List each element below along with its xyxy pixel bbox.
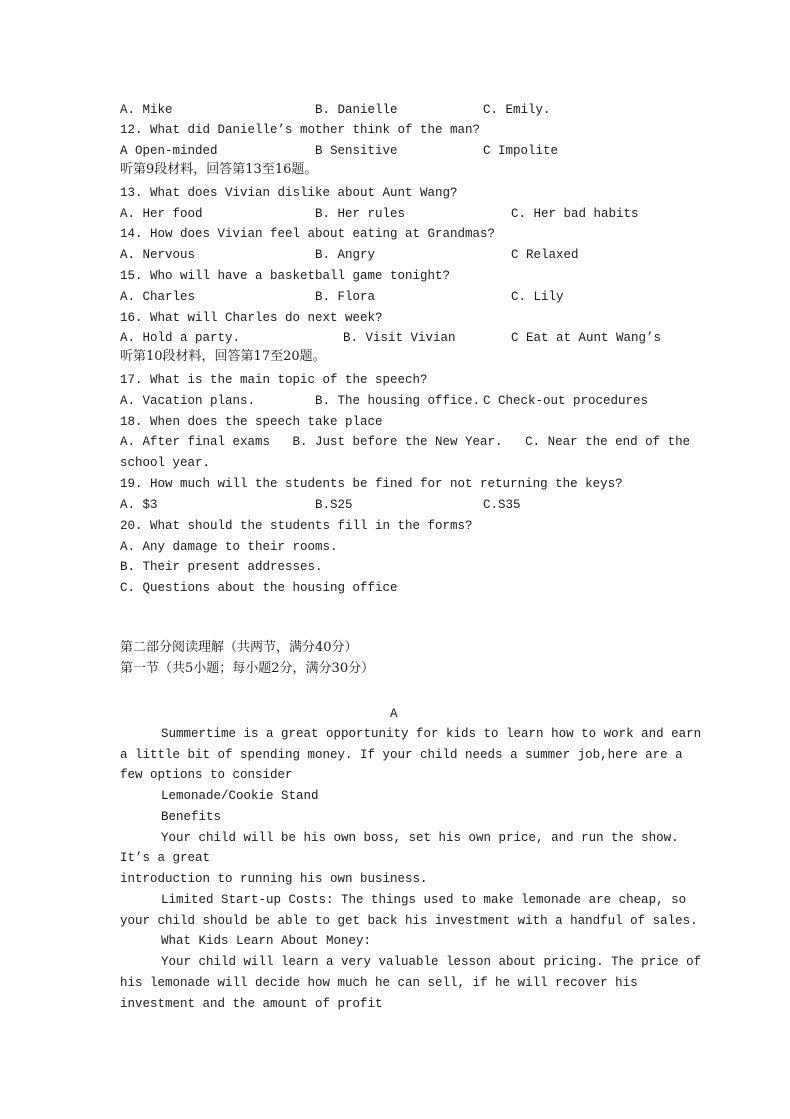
passage-line: few options to consider xyxy=(120,768,293,782)
passage-line: a little bit of spending money. If your child needs a summer job,here are a xyxy=(120,748,683,762)
passage-title: A xyxy=(390,707,398,721)
section-10-heading: 听第10段材料，回答第17至20题。 xyxy=(120,349,326,364)
q16-question: 16. What will Charles do next week? xyxy=(120,311,383,325)
q15-option-a: A. Charles xyxy=(120,290,196,304)
q14-option-c: C Relaxed xyxy=(511,248,579,262)
q14-option-a: A. Nervous xyxy=(120,248,196,262)
q15-option-c: C. Lily xyxy=(511,290,564,304)
passage-subheading: Lemonade/Cookie Stand xyxy=(161,789,319,803)
q16-option-a: A. Hold a party. xyxy=(120,331,241,345)
q15-question: 15. Who will have a basketball game tonight? xyxy=(120,269,451,283)
q13-option-b: B. Her rules xyxy=(315,207,406,221)
q20-option-a: A. Any damage to their rooms. xyxy=(120,540,338,554)
passage-line: Your child will be his own boss, set his own price, and run the show. xyxy=(161,831,679,845)
q13-option-c: C. Her bad habits xyxy=(511,207,639,221)
q19-option-c: C.S35 xyxy=(483,498,521,512)
q17-option-a: A. Vacation plans. xyxy=(120,394,256,408)
q18-question: 18. When does the speech take place xyxy=(120,415,383,429)
q15-option-b: B. Flora xyxy=(315,290,376,304)
passage-line: It’s a great xyxy=(120,851,211,865)
q20-option-b: B. Their present addresses. xyxy=(120,560,323,574)
section-9-heading: 听第9段材料，回答第13至16题。 xyxy=(120,162,318,177)
q17-option-b: B. The housing office. xyxy=(315,394,481,408)
q19-option-b: B.S25 xyxy=(315,498,353,512)
q12-option-b: B Sensitive xyxy=(315,144,398,158)
passage-subheading: Benefits xyxy=(161,810,222,824)
q17-option-c: C Check-out procedures xyxy=(483,394,649,408)
q13-option-a: A. Her food xyxy=(120,207,203,221)
q11-option-a: A. Mike xyxy=(120,103,173,117)
q19-option-a: A. $3 xyxy=(120,498,158,512)
passage-line: introduction to running his own business. xyxy=(120,872,428,886)
q11-option-b: B. Danielle xyxy=(315,103,398,117)
q11-option-c: C. Emily. xyxy=(483,103,551,117)
passage-subheading: What Kids Learn About Money: xyxy=(161,934,372,948)
passage-line: your child should be able to get back his investment with a handful of sales. xyxy=(120,914,698,928)
passage-line: investment and the amount of profit xyxy=(120,997,383,1011)
q14-option-b: B. Angry xyxy=(315,248,376,262)
passage-line: Limited Start-up Costs: The things used to make lemonade are cheap, so xyxy=(161,893,687,907)
q13-question: 13. What does Vivian dislike about Aunt Wang? xyxy=(120,186,458,200)
q20-option-c: C. Questions about the housing office xyxy=(120,581,398,595)
passage-line: Your child will learn a very valuable lesson about pricing. The price of xyxy=(161,955,702,969)
section-1-heading: 第一节（共5小题；每小题2分，满分30分） xyxy=(120,661,375,676)
q14-question: 14. How does Vivian feel about eating at Grandmas? xyxy=(120,227,496,241)
q12-option-c: C Impolite xyxy=(483,144,559,158)
q16-option-b: B. Visit Vivian xyxy=(343,331,456,345)
passage-line: his lemonade will decide how much he can sell, if he will recover his xyxy=(120,976,638,990)
q18-options-line-2: school year. xyxy=(120,456,211,470)
q18-options-line-1: A. After final exams B. Just before the New Year. C. Near the end of the xyxy=(120,435,691,449)
part-2-heading: 第二部分阅读理解（共两节，满分40分） xyxy=(120,640,358,655)
q12-question: 12. What did Danielle’s mother think of the man? xyxy=(120,123,481,137)
q20-question: 20. What should the students fill in the forms? xyxy=(120,519,473,533)
q17-question: 17. What is the main topic of the speech? xyxy=(120,373,428,387)
q12-option-a: A Open-minded xyxy=(120,144,218,158)
q19-question: 19. How much will the students be fined for not returning the keys? xyxy=(120,477,623,491)
q16-option-c: C Eat at Aunt Wang’s xyxy=(511,331,662,345)
passage-line: Summertime is a great opportunity for kids to learn how to work and earn xyxy=(161,727,702,741)
